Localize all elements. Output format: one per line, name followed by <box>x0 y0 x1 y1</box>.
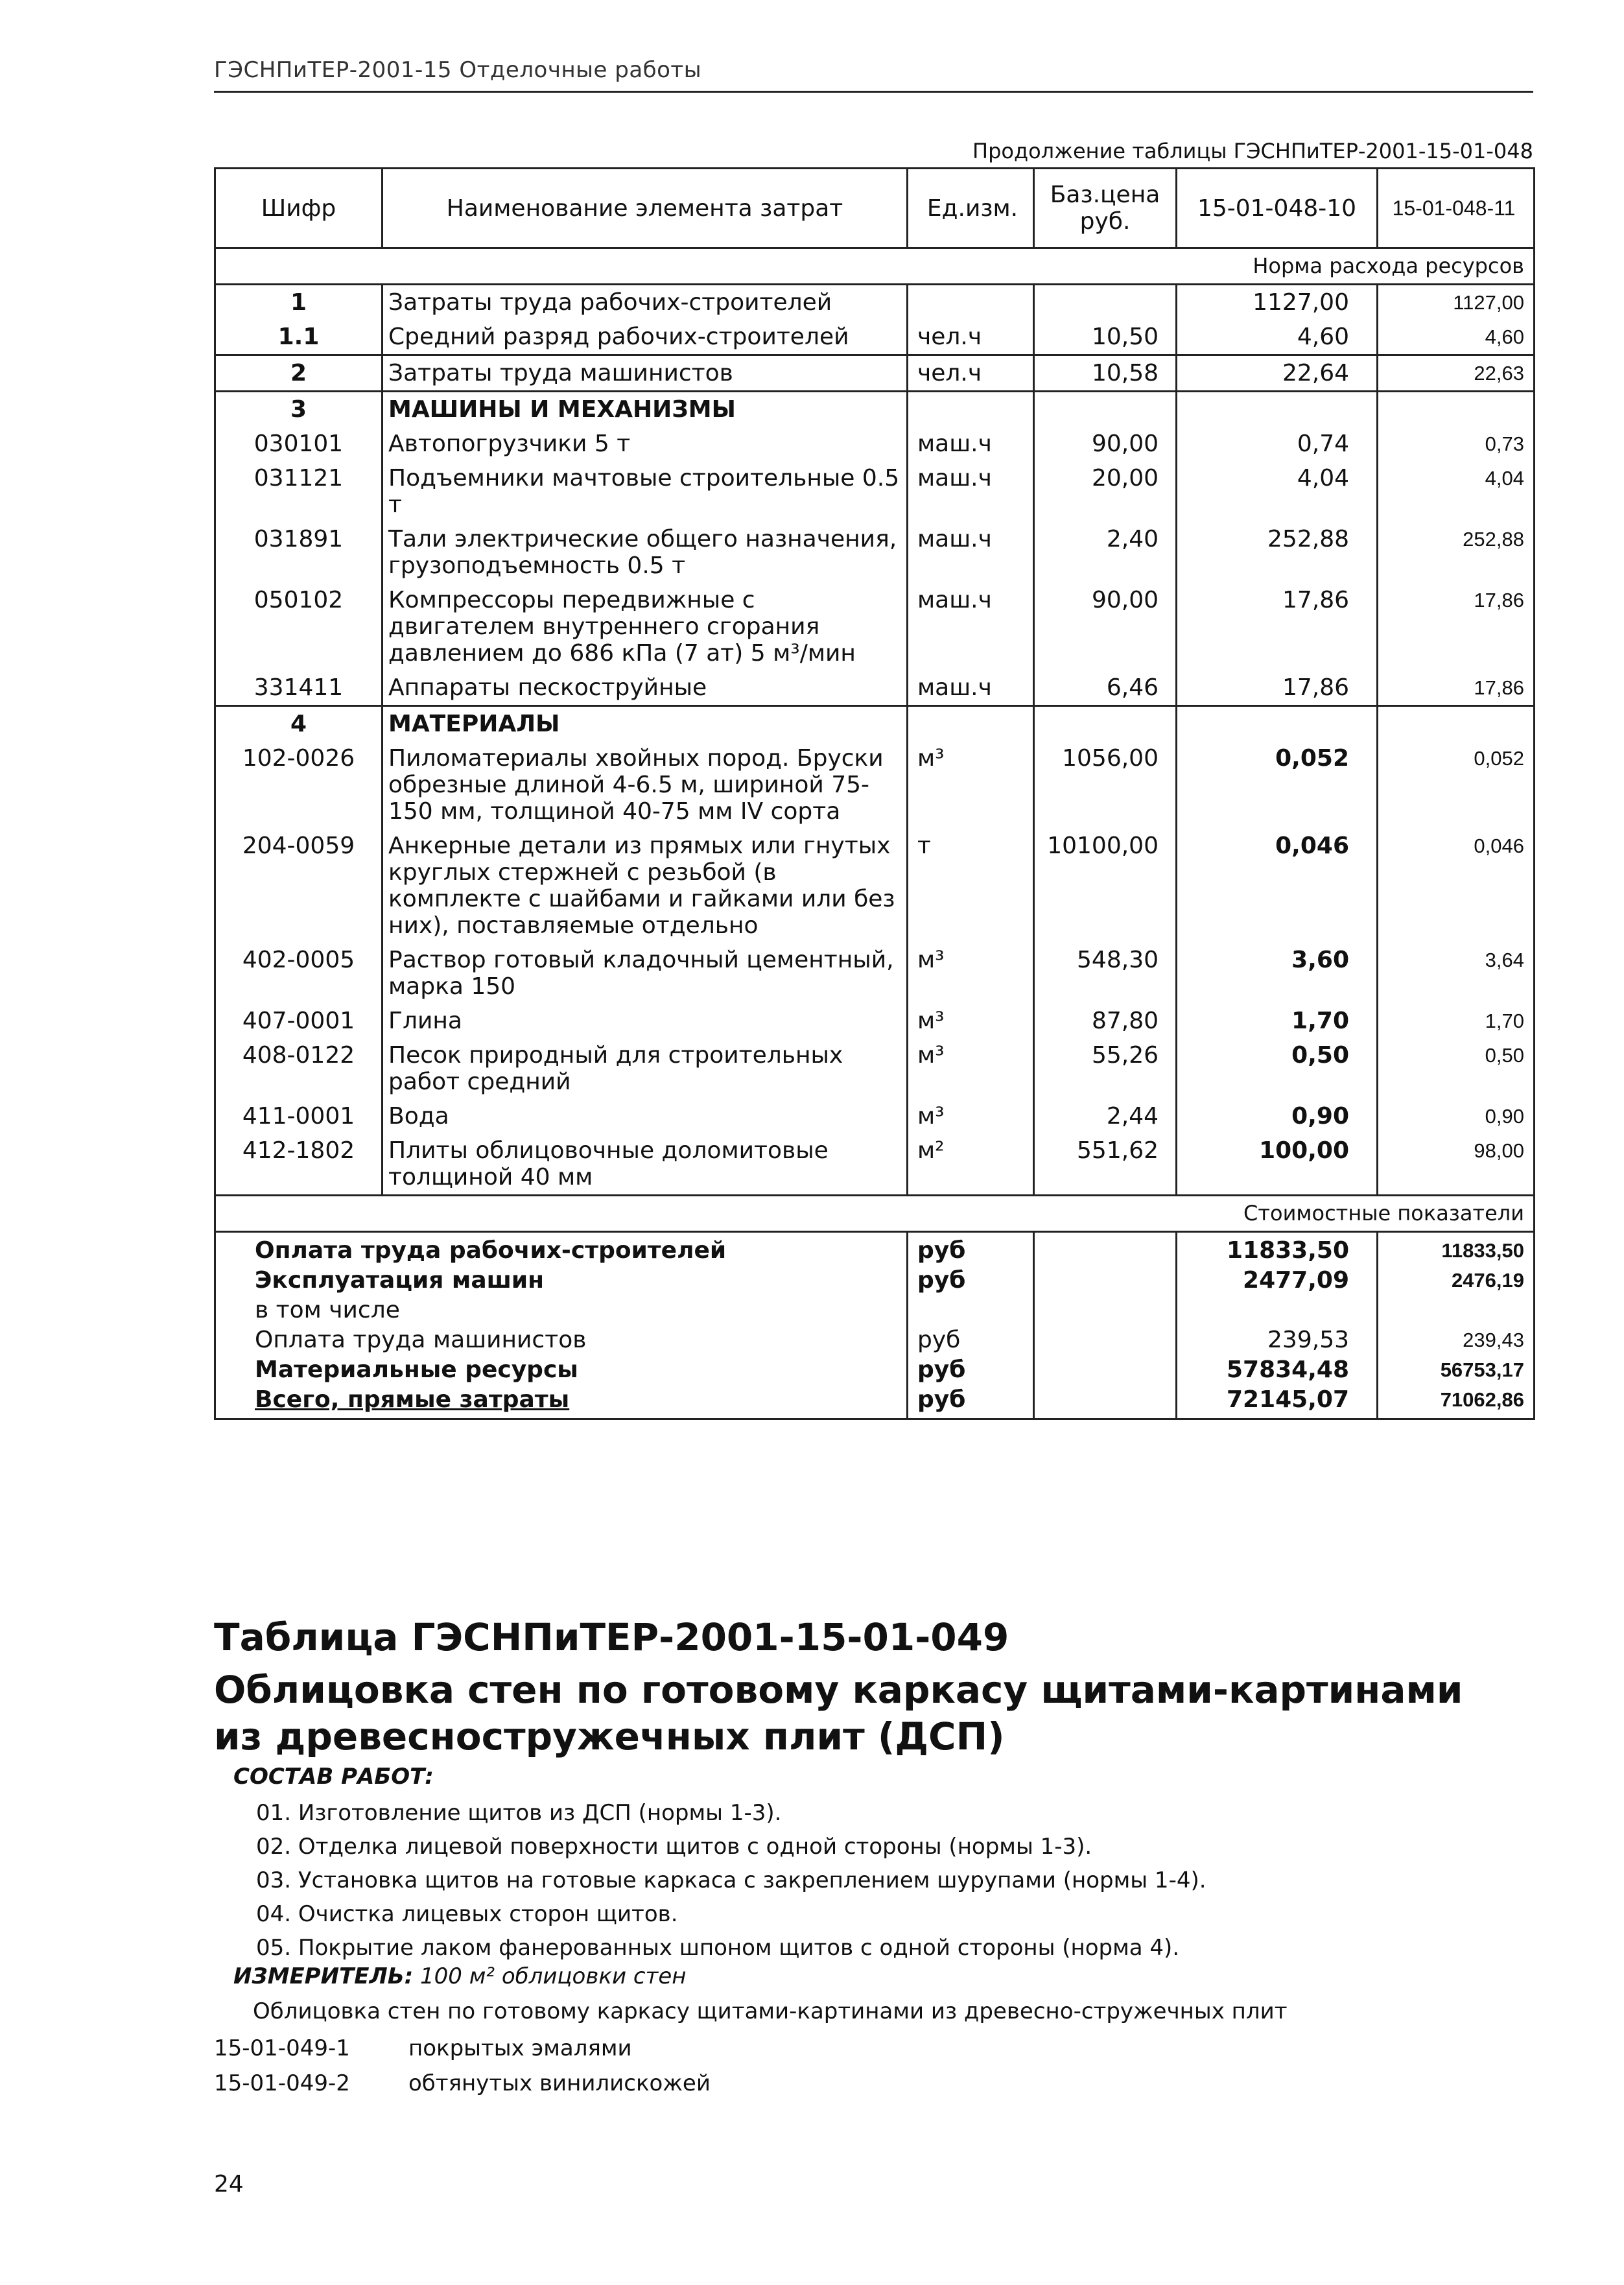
total-value-2: 56753,17 <box>1440 1358 1524 1381</box>
cell-unit <box>908 285 1034 320</box>
table-row <box>215 1133 1535 1196</box>
cell-price <box>1034 392 1177 427</box>
cell-price <box>1034 706 1177 742</box>
cell-name: Плиты облицовочные доломитовые толщиной 40 мм <box>382 1133 908 1196</box>
cell-price: 551,62 <box>1034 1133 1177 1196</box>
header-unit: Ед.изм. <box>908 169 1034 248</box>
table-row <box>215 1099 1535 1133</box>
cell-value-1: 1,70 <box>1177 1004 1378 1038</box>
cell-code: 050102 <box>215 583 382 670</box>
cell-price: 87,80 <box>1034 1004 1177 1038</box>
table-row <box>215 670 1535 706</box>
header-col1: 15-01-048-10 <box>1177 169 1378 248</box>
cell-value-1: 0,046 <box>1177 829 1378 943</box>
table-row <box>215 355 1535 392</box>
cell-value-1: 100,00 <box>1177 1133 1378 1196</box>
norm-item <box>214 2066 711 2101</box>
cell-value-2: 22,63 <box>1378 355 1535 392</box>
cell-price: 10,58 <box>1034 355 1177 392</box>
cell-value-2: 1127,00 <box>1453 291 1524 314</box>
norm-item-code: 15-01-049-1 <box>214 2035 350 2061</box>
cell-value-1: 252,88 <box>1177 522 1378 583</box>
header-name: Наименование элемента затрат <box>382 169 908 248</box>
cell-name: Анкерные детали из прямых или гнутых круглых стержней с резьбой (в комплекте с шайбами и гайками или без них), поставляемые отдельно <box>382 829 908 943</box>
table-row <box>215 285 1535 320</box>
cell-price: 2,40 <box>1034 522 1177 583</box>
cell-name: Песок природный для строительных работ средний <box>382 1038 908 1099</box>
table-row <box>215 320 1535 355</box>
cell-value-1: 3,60 <box>1177 943 1378 1004</box>
total-unit: руб <box>908 1355 1034 1385</box>
norm-items <box>214 2031 711 2101</box>
cell-value-2: 0,046 <box>1474 835 1524 857</box>
cell-unit: м³ <box>908 943 1034 1004</box>
cell-name: Автопогрузчики 5 т <box>382 427 908 461</box>
cell-name: Подъемники мачтовые строительные 0.5 т <box>382 461 908 522</box>
total-unit <box>908 1296 1034 1325</box>
total-name: Оплата труда машинистов <box>215 1325 908 1355</box>
cell-code: 031121 <box>215 461 382 522</box>
cell-code: 030101 <box>215 427 382 461</box>
total-value-2: 71062,86 <box>1378 1385 1535 1419</box>
header-row <box>215 169 1535 248</box>
cell-value-2: 252,88 <box>1463 528 1524 551</box>
cell-unit: маш.ч <box>908 461 1034 522</box>
cell-name: Раствор готовый кладочный цементный, марка 150 <box>382 943 908 1004</box>
cell-price: 6,46 <box>1034 670 1177 706</box>
cell-name: Глина <box>382 1004 908 1038</box>
page-number: 24 <box>214 2171 244 2197</box>
total-value-1: 2477,09 <box>1177 1266 1378 1296</box>
norm-label-row <box>215 248 1535 285</box>
table-row <box>215 583 1535 670</box>
total-price <box>1034 1296 1177 1325</box>
table-row <box>215 1004 1535 1038</box>
work-item: 05. Покрытие лаком фанерованных шпоном щитов с одной стороны (норма 4). <box>256 1935 1180 1961</box>
cell-unit: маш.ч <box>908 522 1034 583</box>
total-price <box>1034 1325 1177 1355</box>
total-name: Оплата труда рабочих-строителей <box>215 1232 908 1266</box>
continuation-note: Продолжение таблицы ГЭСНПиТЕР-2001-15-01-048 <box>972 139 1533 163</box>
total-row <box>215 1355 1535 1385</box>
cell-value-2: 1,70 <box>1485 1010 1524 1032</box>
cell-price <box>1034 285 1177 320</box>
table-row <box>215 427 1535 461</box>
cell-code: 408-0122 <box>215 1038 382 1099</box>
norm-description: Облицовка стен по готовому каркасу щитами-картинами из древесно-стружечных плит <box>253 1998 1288 2024</box>
cell-price: 20,00 <box>1034 461 1177 522</box>
cell-price: 55,26 <box>1034 1038 1177 1099</box>
cell-value-1: 4,04 <box>1177 461 1378 522</box>
cost-label: Стоимостные показатели <box>215 1196 1535 1232</box>
running-head: ГЭСНПиТЕР-2001-15 Отделочные работы <box>214 57 702 83</box>
cell-value-1: 0,50 <box>1177 1038 1378 1099</box>
cell-price: 90,00 <box>1034 583 1177 670</box>
total-value-1: 239,53 <box>1177 1325 1378 1355</box>
table-row <box>215 1038 1535 1099</box>
cell-value-1: 0,74 <box>1177 427 1378 461</box>
measure <box>233 1963 687 1989</box>
cell-code: 411-0001 <box>215 1099 382 1133</box>
cell-name: МАТЕРИАЛЫ <box>382 706 908 742</box>
works-heading: СОСТАВ РАБОТ: <box>233 1764 434 1790</box>
cell-value-1: 17,86 <box>1177 583 1378 670</box>
cell-code: 1.1 <box>215 320 382 355</box>
section-title: Таблица ГЭСНПиТЕР-2001-15-01-049 <box>214 1615 1009 1659</box>
total-name: в том числе <box>215 1296 908 1325</box>
table-row <box>215 461 1535 522</box>
cell-name: Средний разряд рабочих-строителей <box>382 320 908 355</box>
cell-code: 3 <box>215 392 382 427</box>
cell-value-2: 0,73 <box>1485 432 1524 455</box>
cell-unit: маш.ч <box>908 583 1034 670</box>
cell-unit: м³ <box>908 741 1034 829</box>
total-price <box>1034 1232 1177 1266</box>
measure-label: ИЗМЕРИТЕЛЬ: <box>233 1963 414 1989</box>
total-value-1 <box>1177 1296 1378 1325</box>
norm-item-label: покрытых эмалями <box>408 2035 632 2061</box>
norm-label: Норма расхода ресурсов <box>215 248 1535 285</box>
total-value-2 <box>1378 1296 1535 1325</box>
cell-unit: чел.ч <box>908 320 1034 355</box>
works-list <box>256 1796 1206 1965</box>
total-row <box>215 1296 1535 1325</box>
cell-code: 102-0026 <box>215 741 382 829</box>
cell-value-2: 0,50 <box>1485 1044 1524 1067</box>
norm-item-code: 15-01-049-2 <box>214 2070 350 2096</box>
total-row <box>215 1266 1535 1296</box>
cell-unit: маш.ч <box>908 427 1034 461</box>
cell-name: Тали электрические общего назначения, грузоподъемность 0.5 т <box>382 522 908 583</box>
total-value-2: 11833,50 <box>1378 1232 1535 1266</box>
cell-code: 402-0005 <box>215 943 382 1004</box>
total-unit: руб <box>908 1325 1034 1355</box>
total-unit: руб <box>908 1385 1034 1419</box>
cell-code: 412-1802 <box>215 1133 382 1196</box>
total-value-1: 11833,50 <box>1177 1232 1378 1266</box>
total-price <box>1034 1355 1177 1385</box>
cost-label-row <box>215 1196 1535 1232</box>
cell-unit <box>908 392 1034 427</box>
cell-value-1 <box>1177 392 1378 427</box>
cell-value-2: 3,64 <box>1485 949 1524 971</box>
total-price <box>1034 1266 1177 1296</box>
cell-value-1: 17,86 <box>1177 670 1378 706</box>
work-item: 03. Установка щитов на готовые каркаса с закреплением шурупами (нормы 1-4). <box>256 1867 1206 1893</box>
cell-name: Компрессоры передвижные с двигателем внутреннего сгорания давлением до 686 кПа (7 ат) 5 м³/мин <box>382 583 908 670</box>
cell-value-1: 0,052 <box>1177 741 1378 829</box>
total-name: Всего, прямые затраты <box>215 1385 908 1419</box>
cell-name: Затраты труда машинистов <box>382 355 908 392</box>
cell-value-2: 4,04 <box>1485 467 1524 490</box>
total-value-2: 239,43 <box>1463 1329 1524 1351</box>
cell-value-2: 0,052 <box>1474 747 1524 770</box>
norm-item-label: обтянутых винилискожей <box>408 2070 711 2096</box>
total-unit: руб <box>908 1232 1034 1266</box>
total-unit: руб <box>908 1266 1034 1296</box>
cell-unit: маш.ч <box>908 670 1034 706</box>
section-subtitle: Облицовка стен по готовому каркасу щитами-картинами из древесностружечных плит (ДСП) <box>214 1668 1463 1758</box>
total-name: Материальные ресурсы <box>215 1355 908 1385</box>
cell-name: Пиломатериалы хвойных пород. Бруски обрезные длиной 4-6.5 м, шириной 75-150 мм, толщиной 40-75 мм IV сорта <box>382 741 908 829</box>
cell-price: 10100,00 <box>1034 829 1177 943</box>
cell-value-1 <box>1177 706 1378 742</box>
resource-norm-table <box>214 167 1535 1420</box>
cell-unit: т <box>908 829 1034 943</box>
table-row <box>215 392 1535 427</box>
header-price: Баз.цена руб. <box>1034 169 1177 248</box>
cell-value-1: 1127,00 <box>1177 285 1378 320</box>
cell-code: 1 <box>215 285 382 320</box>
cell-value-2 <box>1378 706 1535 742</box>
cell-unit: м³ <box>908 1099 1034 1133</box>
cell-price: 90,00 <box>1034 427 1177 461</box>
cell-value-1: 4,60 <box>1177 320 1378 355</box>
norm-item <box>214 2031 711 2066</box>
total-row <box>215 1385 1535 1419</box>
cell-unit <box>908 706 1034 742</box>
table-row <box>215 943 1535 1004</box>
cell-code: 407-0001 <box>215 1004 382 1038</box>
total-row <box>215 1232 1535 1266</box>
work-item: 01. Изготовление щитов из ДСП (нормы 1-3). <box>256 1800 782 1826</box>
work-item: 04. Очистка лицевых сторон щитов. <box>256 1901 678 1927</box>
table-row <box>215 829 1535 943</box>
cell-price: 2,44 <box>1034 1099 1177 1133</box>
total-value-1: 72145,07 <box>1177 1385 1378 1419</box>
cell-price: 1056,00 <box>1034 741 1177 829</box>
cell-name: МАШИНЫ И МЕХАНИЗМЫ <box>382 392 908 427</box>
cell-code: 204-0059 <box>215 829 382 943</box>
cell-value-2: 4,60 <box>1485 326 1524 348</box>
cell-value-1: 22,64 <box>1177 355 1378 392</box>
work-item: 02. Отделка лицевой поверхности щитов с одной стороны (нормы 1-3). <box>256 1834 1092 1860</box>
cell-name: Аппараты пескоструйные <box>382 670 908 706</box>
cell-name: Вода <box>382 1099 908 1133</box>
total-row <box>215 1325 1535 1355</box>
cell-unit: м³ <box>908 1004 1034 1038</box>
cell-code: 2 <box>215 355 382 392</box>
cell-unit: м² <box>908 1133 1034 1196</box>
cell-price: 548,30 <box>1034 943 1177 1004</box>
measure-value: 100 м² облицовки стен <box>420 1963 687 1989</box>
cell-name: Затраты труда рабочих-строителей <box>382 285 908 320</box>
total-price <box>1034 1385 1177 1419</box>
table-row <box>215 522 1535 583</box>
cell-price: 10,50 <box>1034 320 1177 355</box>
table-row <box>215 741 1535 829</box>
total-name: Эксплуатация машин <box>215 1266 908 1296</box>
header-code: Шифр <box>215 169 382 248</box>
table-row <box>215 706 1535 742</box>
cell-code: 4 <box>215 706 382 742</box>
cell-unit: м³ <box>908 1038 1034 1099</box>
cell-value-1: 0,90 <box>1177 1099 1378 1133</box>
total-value-1: 57834,48 <box>1177 1355 1378 1385</box>
cell-value-2: 17,86 <box>1474 589 1524 611</box>
cell-code: 031891 <box>215 522 382 583</box>
cell-code: 331411 <box>215 670 382 706</box>
header-col2: 15-01-048-11 <box>1378 169 1535 248</box>
cell-value-2: 17,86 <box>1474 676 1524 699</box>
cell-unit: чел.ч <box>908 355 1034 392</box>
total-value-2: 2476,19 <box>1451 1269 1524 1292</box>
cell-value-2: 0,90 <box>1485 1105 1524 1128</box>
cell-value-2: 98,00 <box>1474 1139 1524 1162</box>
cell-value-2 <box>1378 392 1535 427</box>
header-rule <box>214 91 1533 93</box>
